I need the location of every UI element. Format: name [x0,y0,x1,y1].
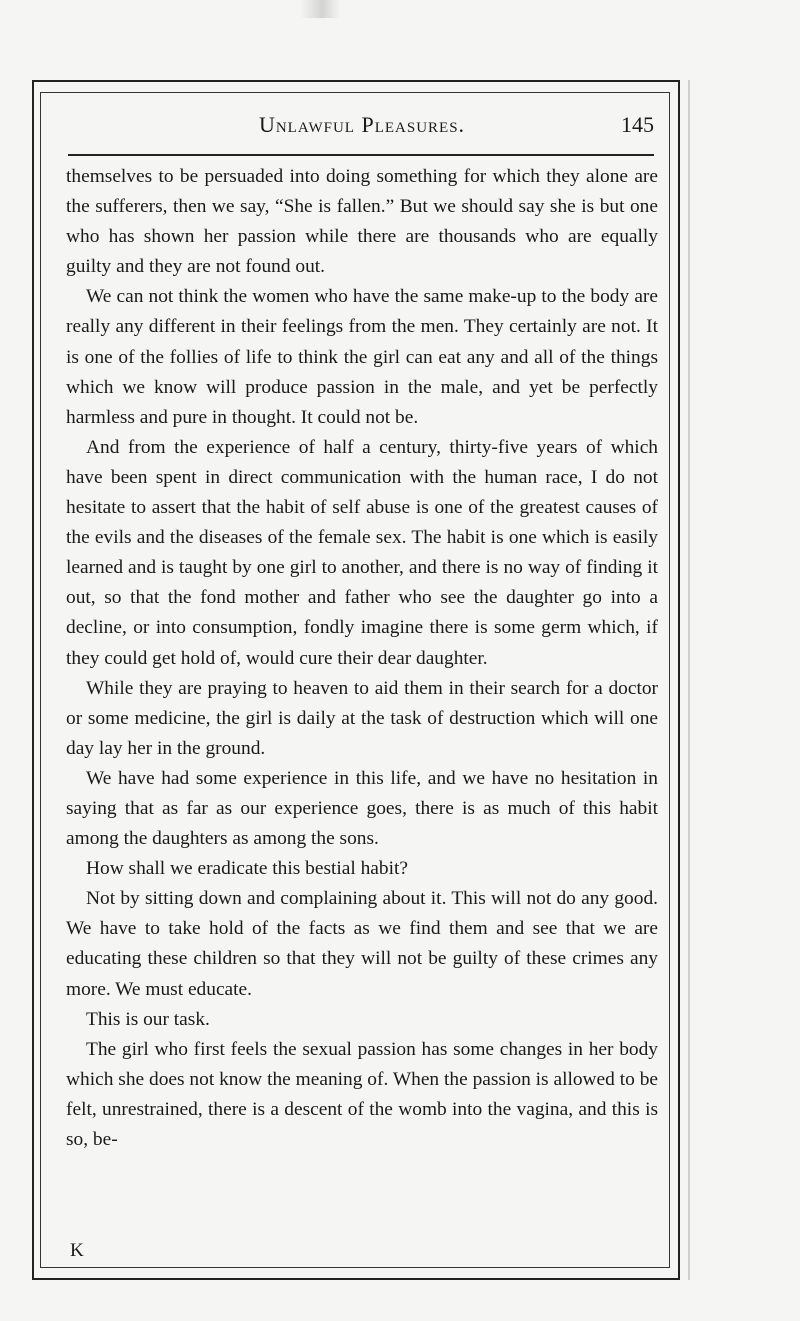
paragraph: This is our task. [86,1008,210,1030]
paragraph: How shall we eradicate this bestial habit? [86,858,408,880]
page-header [70,112,654,142]
paragraph: And from the experience of half a century, thirty-five years of which have been spent in direct communication with the human race, I do not hesitate to assert that the habit of self abuse is one of the greatest causes of the evils and the diseases of the female sex. The habit is one which is easily learned and is taught by one girl to another, and there is no way of finding it out, so that the fond mother and father who see the daughter go into a decline, or into consumption, fondly imagine there is some germ which, if they could get hold of, would cure their dear daughter. [66,436,658,669]
paragraph: Not by sitting down and complaining about it. This will not do any good. We have to take hold of the facts as we find them and see that we are educating these children so that they will not be guilty of these crimes any more. We must educate. [66,888,658,1000]
body-text [66,162,658,1155]
paragraph: The girl who first feels the sexual passion has some changes in her body which she does not know the meaning of. When the passion is allowed to be felt, unrestrained, there is a descent of the womb into the vagina, and this is so, be- [66,1038,658,1150]
header-rule [68,154,654,156]
page-gutter-edge [688,80,690,1280]
scan-artifact [300,0,340,18]
paragraph: themselves to be persuaded into doing something for which they alone are the sufferers, then we say, “She is fallen.” But we should say she is but one who has shown her passion while there are thousands who are equally guilty and they are not found out. [66,166,658,278]
paragraph: We have had some experience in this life, and we have no hesitation in saying that as far as our experience goes, there is as much of this habit among the daughters as among the sons. [66,767,658,850]
signature-mark: K [70,1240,84,1261]
page-number: 145 [621,112,654,137]
paragraph: We can not think the women who have the same make-up to the body are really any different in their feelings from the men. They certainly are not. It is one of the follies of life to think the girl can eat any and all of the things which we know will produce passion in the male, and yet be perfectly harmless and pure in thought. It could not be. [66,286,658,428]
paragraph: While they are praying to heaven to aid them in their search for a doctor or some medicine, the girl is daily at the task of destruction which will one day lay her in the ground. [66,677,658,759]
running-title: Unlawful Pleasures. [258,112,466,137]
